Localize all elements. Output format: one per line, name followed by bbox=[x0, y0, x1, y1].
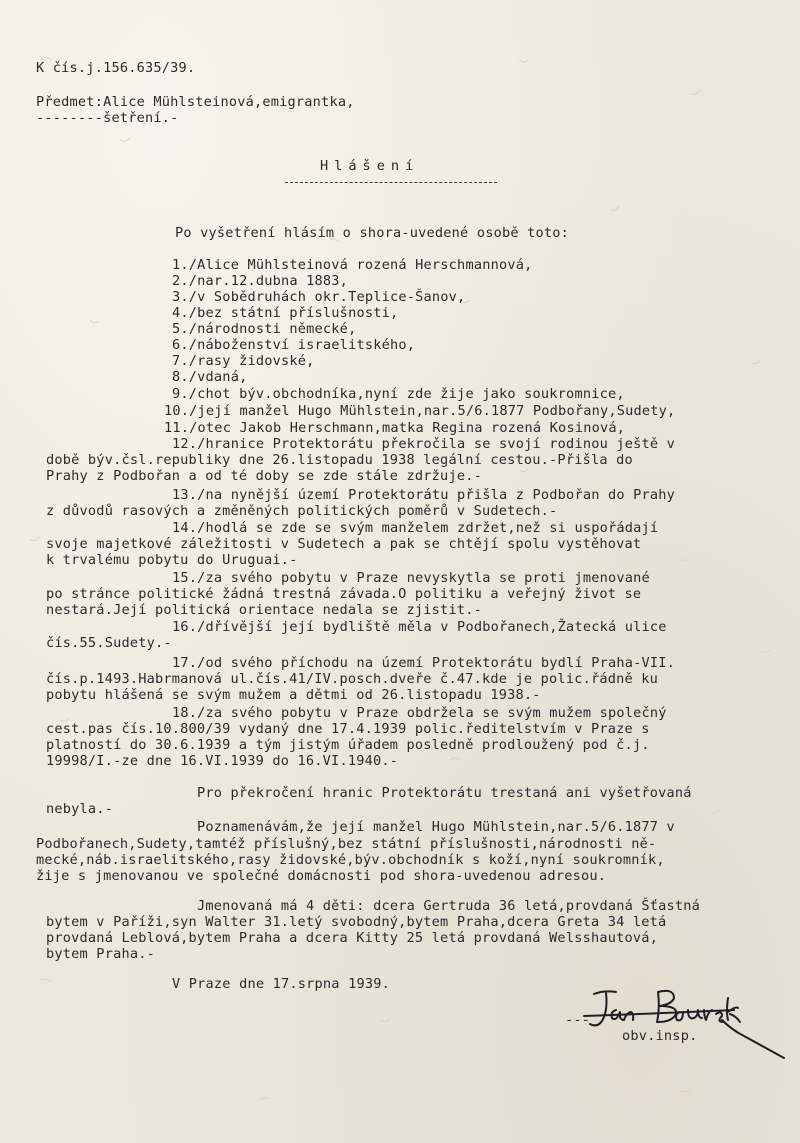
list-item-12-cont: Prahy z Podbořan a od té doby se zde stále zdržuje.- bbox=[46, 468, 482, 484]
list-item-12: 12./hranice Protektorátu překročila se svojí rodinou ještě v bbox=[172, 436, 676, 452]
list-item-18: 18./za svého pobytu v Praze obdržela se svým mužem společný bbox=[172, 705, 667, 721]
paragraph-husband-cont: mecké,náb.israelitského,rasy židovské,býv.obchodník s koží,nyní soukromník, bbox=[36, 852, 665, 868]
list-item: 5./národnosti německé, bbox=[172, 321, 357, 337]
list-item: 11./otec Jakob Herschmann,matka Regina rozená Kosinová, bbox=[164, 420, 626, 436]
list-item-14: 14./hodlá se zde se svým manželem zdržet,než si uspořádají bbox=[172, 520, 659, 536]
date-line: V Praze dne 17.srpna 1939. bbox=[172, 976, 390, 992]
intro-text: Po vyšetření hlásím o shora-uvedené osobě toto: bbox=[175, 225, 570, 241]
reference-number: K čís.j.156.635/39. bbox=[36, 60, 196, 76]
list-item-18-cont: 19998/I.-ze dne 16.VI.1939 do 16.VI.1940.- bbox=[46, 753, 399, 769]
document-title: Hlášení bbox=[320, 158, 420, 174]
list-item: 7./rasy židovské, bbox=[172, 353, 315, 369]
list-item: 4./bez státní příslušnosti, bbox=[172, 305, 399, 321]
paragraph-husband-cont: žije s jmenovanou ve společné domácnosti pod shora-uvedenou adresou. bbox=[36, 868, 607, 884]
list-item-13: 13./na nynější území Protektorátu přišla z Podbořan do Prahy bbox=[172, 487, 676, 503]
list-item-18-cont: platností do 30.6.1939 a tým jistým úřadem posledně prodloužený pod č.j. bbox=[46, 737, 650, 753]
title-underline bbox=[285, 182, 497, 183]
paragraph-children-cont: bytem v Paříži,syn Walter 31.letý svobodný,bytem Praha,dcera Greta 34 letá bbox=[46, 914, 667, 930]
list-item: 2./nar.12.dubna 1883, bbox=[172, 273, 349, 289]
list-item: 9./chot býv.obchodníka,nyní zde žije jako soukromnice, bbox=[172, 386, 625, 402]
list-item-17-cont: čís.p.1493.Habrmanová ul.čís.41/IV.posch.dveře č.47.kde je polic.řádně ku bbox=[46, 671, 659, 687]
subject-line: Předmet:Alice Mühlsteinová,emigrantka, bbox=[36, 94, 355, 110]
paragraph-children: Jmenovaná má 4 děti: dcera Gertruda 36 letá,provdaná Šťastná bbox=[197, 898, 701, 914]
paragraph-border-cont: nebyla.- bbox=[46, 801, 114, 817]
signatory-title: obv.insp. bbox=[622, 1028, 698, 1044]
list-item: 3./v Sobědruhách okr.Teplice-Šanov, bbox=[172, 289, 466, 305]
list-item-15: 15./za svého pobytu v Praze nevyskytla se proti jmenované bbox=[172, 570, 650, 586]
list-item-14-cont: svoje majetkové záležitosti v Sudetech a pak se chtějí spolu vystěhovat bbox=[46, 536, 642, 552]
signature-dashes: --- bbox=[565, 1012, 591, 1028]
list-item: 10./její manžel Hugo Mühlstein,nar.5/6.1877 Podbořany,Sudety, bbox=[164, 403, 676, 419]
list-item: 8./vdaná, bbox=[172, 369, 248, 385]
subject-line-2: --------šetření.- bbox=[36, 110, 179, 126]
list-item-16-cont: čís.55.Sudety.- bbox=[46, 635, 172, 651]
list-item-17: 17./od svého příchodu na území Protektorátu bydlí Praha-VII. bbox=[172, 655, 676, 671]
list-item: 6./náboženství israelitského, bbox=[172, 337, 416, 353]
list-item-15-cont: nestará.Její politická orientace nedala se zjistit.- bbox=[46, 602, 482, 618]
paragraph-husband: Poznamenávám,že její manžel Hugo Mühlstein,nar.5/6.1877 v bbox=[197, 819, 675, 835]
list-item-17-cont: pobytu hlášená se svým mužem a dětmi od 26.listopadu 1938.- bbox=[46, 687, 541, 703]
list-item-14-cont: k trvalému pobytu do Uruguai.- bbox=[46, 552, 298, 568]
paragraph-husband-cont: Podbořanech,Sudety,tamtéž příslušný,bez státní příslušnosti,národnosti ně- bbox=[36, 836, 657, 852]
list-item-15-cont: po stránce politické žádná trestná závada.O politiku a veřejný život se bbox=[46, 586, 642, 602]
paragraph-children-cont: provdaná Leblová,bytem Praha a dcera Kitty 25 letá provdaná Welsshautová, bbox=[46, 930, 659, 946]
list-item-13-cont: z důvodů rasových a změněných politických poměrů v Sudetech.- bbox=[46, 503, 558, 519]
list-item: 1./Alice Mühlsteinová rozená Herschmannová, bbox=[172, 257, 533, 273]
list-item-18-cont: cest.pas čís.10.800/39 vydaný dne 17.4.1939 polic.ředitelstvím v Praze s bbox=[46, 721, 650, 737]
paragraph-border: Pro překročení hranic Protektorátu trestaná ani vyšetřovaná bbox=[197, 785, 692, 801]
list-item-16: 16./dřívější její bydliště měla v Podbořanech,Žatecká ulice bbox=[172, 619, 667, 635]
list-item-12-cont: době býv.čsl.republiky dne 26.listopadu 1938 legální cestou.-Přišla do bbox=[46, 452, 633, 468]
paragraph-children-cont: bytem Praha.- bbox=[46, 946, 155, 962]
